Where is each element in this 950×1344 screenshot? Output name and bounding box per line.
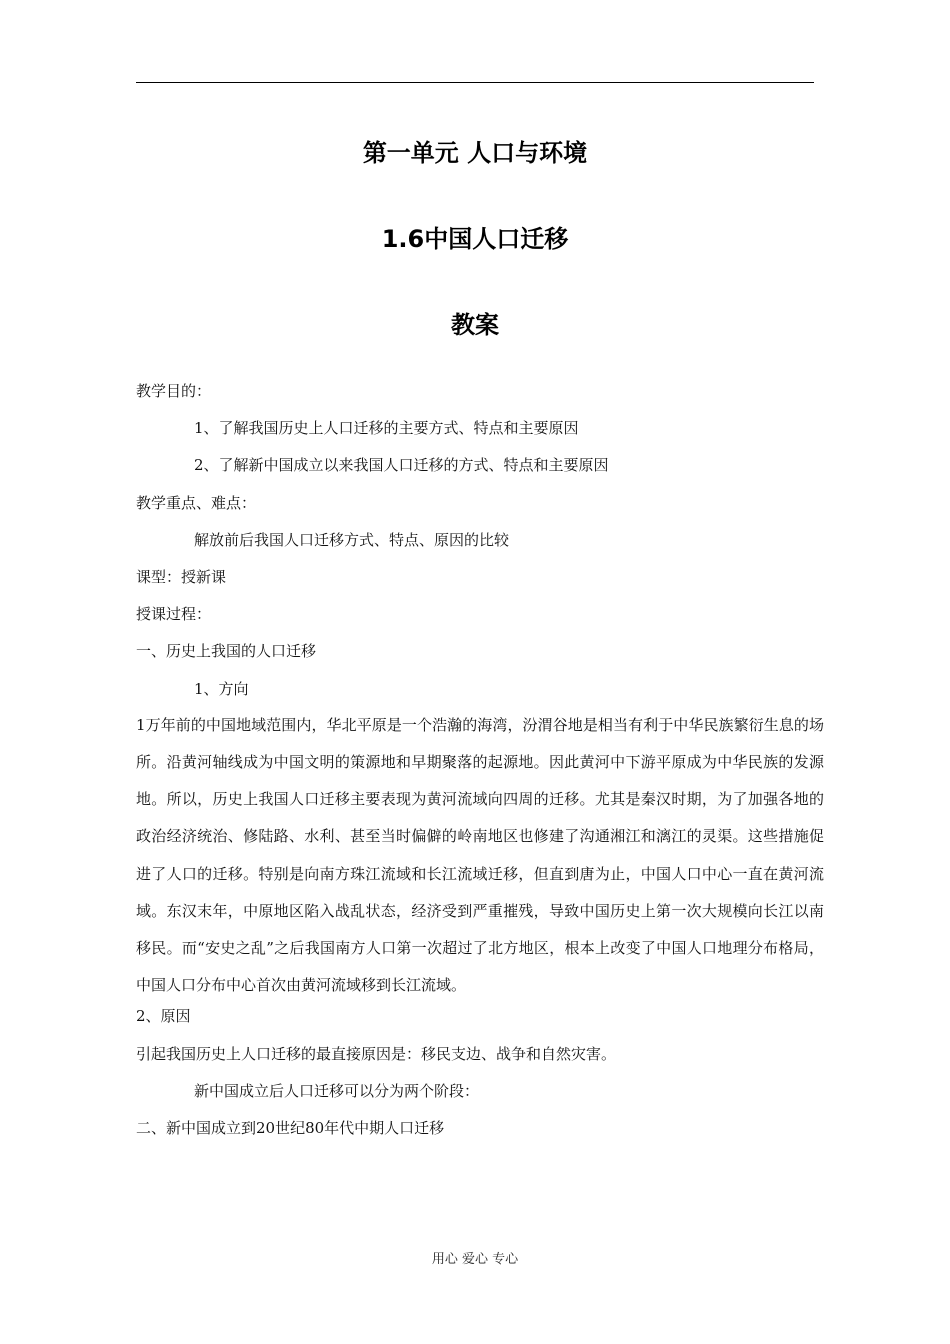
process-label: 授课过程： <box>136 605 212 624</box>
stages-text: 新中国成立后人口迁移可以分为两个阶段： <box>194 1081 480 1100</box>
objective-item-1: 1、了解我国历史上人口迁移的主要方式、特点和主要原因 <box>194 419 579 438</box>
reason-text: 引起我国历史上人口迁移的最直接原因是：移民支边、战争和自然灾害。 <box>136 1044 617 1063</box>
document-type-title: 教案 <box>451 311 499 339</box>
page-footer: 用心 爱心 专心 <box>431 1252 519 1267</box>
paragraph-direction: 1万年前的中国地域范围内，华北平原是一个浩瀚的海湾，汾渭谷地是相当有利于中华民族繁衍生息的场所。沿黄河轴线成为中国文明的策源地和早期聚落的起源地。因此黄河中下游平原成为中华民族的发源地。所以，历史上我国人口迁移主要表现为黄河流域向四周的迁移。尤其是秦汉时期，为了加强各地的政治经济统治、修陆路、水利、甚至当时偏僻的岭南地区也修建了沟通湘江和漓江的灵渠。这些措施促进了人口的迁移。特别是向南方珠江流域和长江流域迁移，但直到唐为止，中国人口中心一直在黄河流域。东汉末年，中原地区陷入战乱状态，经济受到严重摧残，导致中国历史上第一次大规模向长江以南移民。而“安史之乱”之后我国南方人口第一次超过了北方地区，根本上改变了中国人口地理分布格局，中国人口分布中心首次由黄河流域移到长江流域。 <box>136 715 824 995</box>
objective-item-2: 2、了解新中国成立以来我国人口迁移的方式、特点和主要原因 <box>194 456 609 475</box>
subheading-direction: 1、方向 <box>194 679 249 698</box>
key-points-label: 教学重点、难点： <box>136 493 257 512</box>
subheading-reason: 2、原因 <box>136 1007 191 1026</box>
section-heading-2: 二、新中国成立到20世纪80年代中期人口迁移 <box>136 1118 445 1137</box>
header-rule <box>136 82 814 83</box>
unit-title: 第一单元 人口与环境 <box>362 139 588 167</box>
section-heading-1: 一、历史上我国的人口迁移 <box>136 642 317 661</box>
key-point-item: 解放前后我国人口迁移方式、特点、原因的比较 <box>194 530 510 549</box>
objectives-label: 教学目的： <box>136 382 212 400</box>
lesson-body <box>136 379 824 1153</box>
lesson-title: 1.6中国人口迁移 <box>381 225 569 253</box>
lesson-type: 课型：授新课 <box>136 567 227 586</box>
